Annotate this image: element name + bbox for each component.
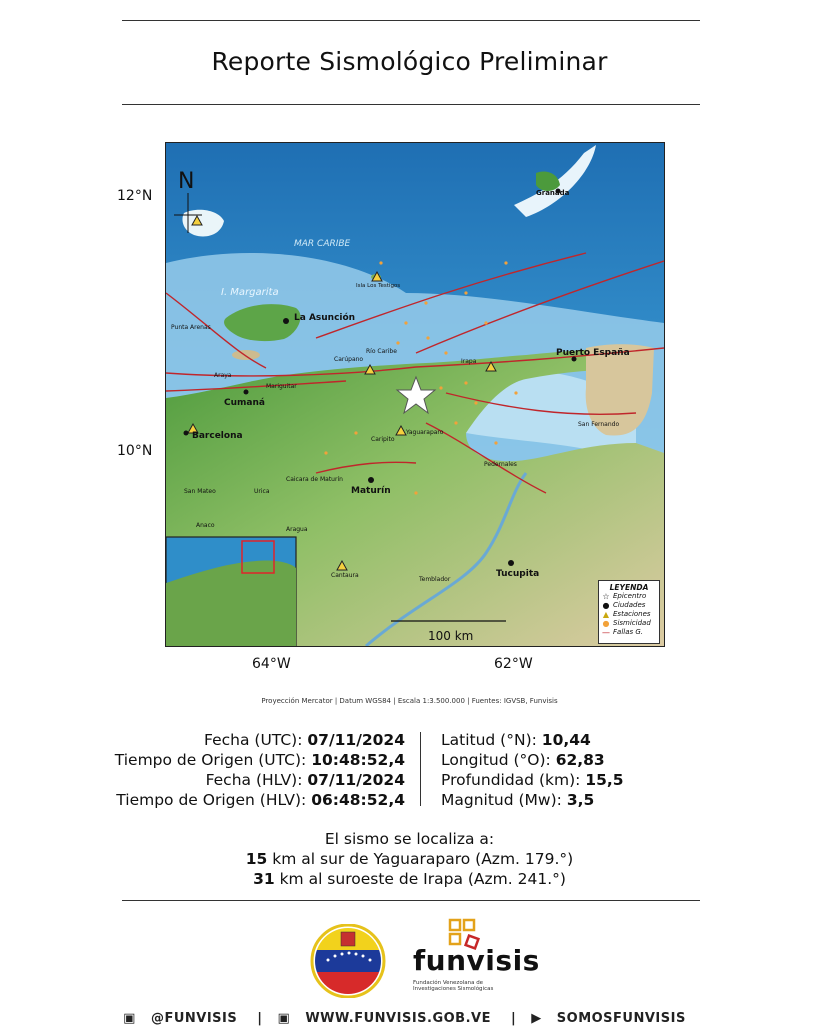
legend-row-stations: ▲ Estaciones	[602, 610, 651, 619]
inset-map	[166, 537, 296, 646]
dot-icon: ●	[602, 619, 610, 628]
granada-label: Granada	[536, 189, 570, 197]
araya-label: Araya	[214, 372, 232, 379]
location-line-1: 15 km al sur de Yaguaraparo (Azm. 179.°)	[245, 850, 574, 868]
title-rule	[122, 104, 700, 105]
temblador-label: Temblador	[419, 576, 451, 583]
cumana-label: Cumaná	[224, 398, 265, 408]
info-row: Longitud (°O): 62,83	[441, 751, 605, 769]
barcelona-label: Barcelona	[192, 431, 243, 441]
info-row: Profundidad (km): 15,5	[441, 771, 624, 789]
city-dot	[244, 390, 249, 395]
footer-youtube[interactable]: ▶ SOMOSFUNVISIS	[531, 1011, 686, 1026]
legend-title: LEYENDA	[609, 583, 649, 592]
caicara-label: Caicara de Maturín	[286, 476, 343, 483]
info-row: Tiempo de Origen (HLV): 06:48:52,4	[116, 791, 405, 809]
punta-arenas-label: Punta Arenas	[171, 324, 211, 331]
triangle-icon: ▲	[602, 610, 610, 619]
san-mateo-label: San Mateo	[184, 488, 216, 495]
rio-caribe-label: Río Caribe	[366, 348, 397, 355]
caripito-label: Caripito	[371, 436, 395, 443]
pedernales-label: Pedernales	[484, 461, 517, 468]
funvisis-wordmark: funvisis	[413, 944, 540, 977]
star-icon: ☆	[602, 592, 610, 601]
info-right	[441, 730, 721, 810]
footer-website[interactable]: ▣ WWW.FUNVISIS.GOB.VE	[277, 1011, 491, 1026]
testigos-label: Isla Los Testigos	[356, 283, 401, 289]
city-dot	[368, 477, 374, 483]
tucupita-label: Tucupita	[496, 569, 540, 579]
aragua-label: Aragua	[286, 526, 308, 533]
city-dot	[508, 560, 514, 566]
legend-row-seismicity: ● Sismicidad	[602, 619, 651, 628]
urica-label: Urica	[254, 488, 270, 495]
city-dot	[283, 318, 289, 324]
funvisis-subtitle: Fundación Venezolana de Investigaciones Sismológicas	[413, 980, 494, 992]
mariguitar-label: Mariguitar	[266, 383, 297, 390]
legend-row-epicenter: ☆ Epicentro	[602, 592, 647, 601]
info-left	[100, 730, 405, 810]
legend-row-cities: ● Ciudades	[602, 601, 646, 610]
info-row: Fecha (UTC): 07/11/2024	[204, 731, 405, 749]
lon-tick-64: 64°W	[252, 656, 291, 672]
info-row: Magnitud (Mw): 3,5	[441, 791, 595, 809]
san-fernando-label: San Fernando	[578, 421, 620, 428]
info-row: Fecha (HLV): 07/11/2024	[205, 771, 405, 789]
page-title: Reporte Sismológico Preliminar	[211, 47, 608, 76]
margarita-label: I. Margarita	[221, 287, 279, 298]
info-divider	[420, 732, 421, 806]
anaco-label: Anaco	[196, 522, 215, 529]
coche-island	[232, 350, 260, 360]
la-asuncion-label: La Asunción	[294, 313, 356, 323]
yaguaraparo-label: Yaguaraparo	[406, 429, 444, 436]
epicenter-map	[165, 142, 665, 647]
north-label: N	[178, 169, 195, 194]
bottom-rule	[122, 900, 700, 901]
map-credits: Proyección Mercator | Datum WGS84 | Escala 1:3.500.000 | Fuentes: IGVSB, Funvisis	[261, 697, 558, 705]
city-dot	[184, 431, 189, 436]
puerto-espana-label: Puerto España	[556, 348, 630, 358]
line-icon: —	[602, 628, 610, 637]
lon-tick-62: 62°W	[494, 656, 533, 672]
maturin-label: Maturín	[351, 486, 391, 496]
lat-tick-12: 12°N	[117, 188, 153, 204]
map-legend	[598, 580, 660, 644]
footer-social: ▣ @FUNVISIS | ▣ WWW.FUNVISIS.GOB.VE | ▶ SOMOSFUNVISIS	[0, 1011, 819, 1026]
cantaura-label: Cantaura	[331, 572, 359, 579]
irapa-label: Irapa	[461, 358, 477, 365]
top-rule	[122, 20, 700, 21]
carupano-label: Carúpano	[334, 356, 364, 363]
ministry-seal-logo	[303, 924, 393, 998]
legend-row-faults: — Fallas G.	[602, 628, 644, 637]
footer-handle[interactable]: ▣ @FUNVISIS	[123, 1011, 238, 1026]
location-line-2: 31 km al suroeste de Irapa (Azm. 241.°)	[253, 870, 566, 888]
info-row: Tiempo de Origen (UTC): 10:48:52,4	[114, 751, 405, 769]
svg-text:100 km: 100 km	[428, 629, 474, 643]
location-intro: El sismo se localiza a:	[324, 830, 495, 848]
sea-label: MAR CARIBE	[294, 239, 351, 249]
lat-tick-10: 10°N	[117, 443, 153, 459]
map-canvas	[166, 143, 664, 646]
info-row: Latitud (°N): 10,44	[441, 731, 591, 749]
dot-icon: ●	[602, 601, 610, 610]
